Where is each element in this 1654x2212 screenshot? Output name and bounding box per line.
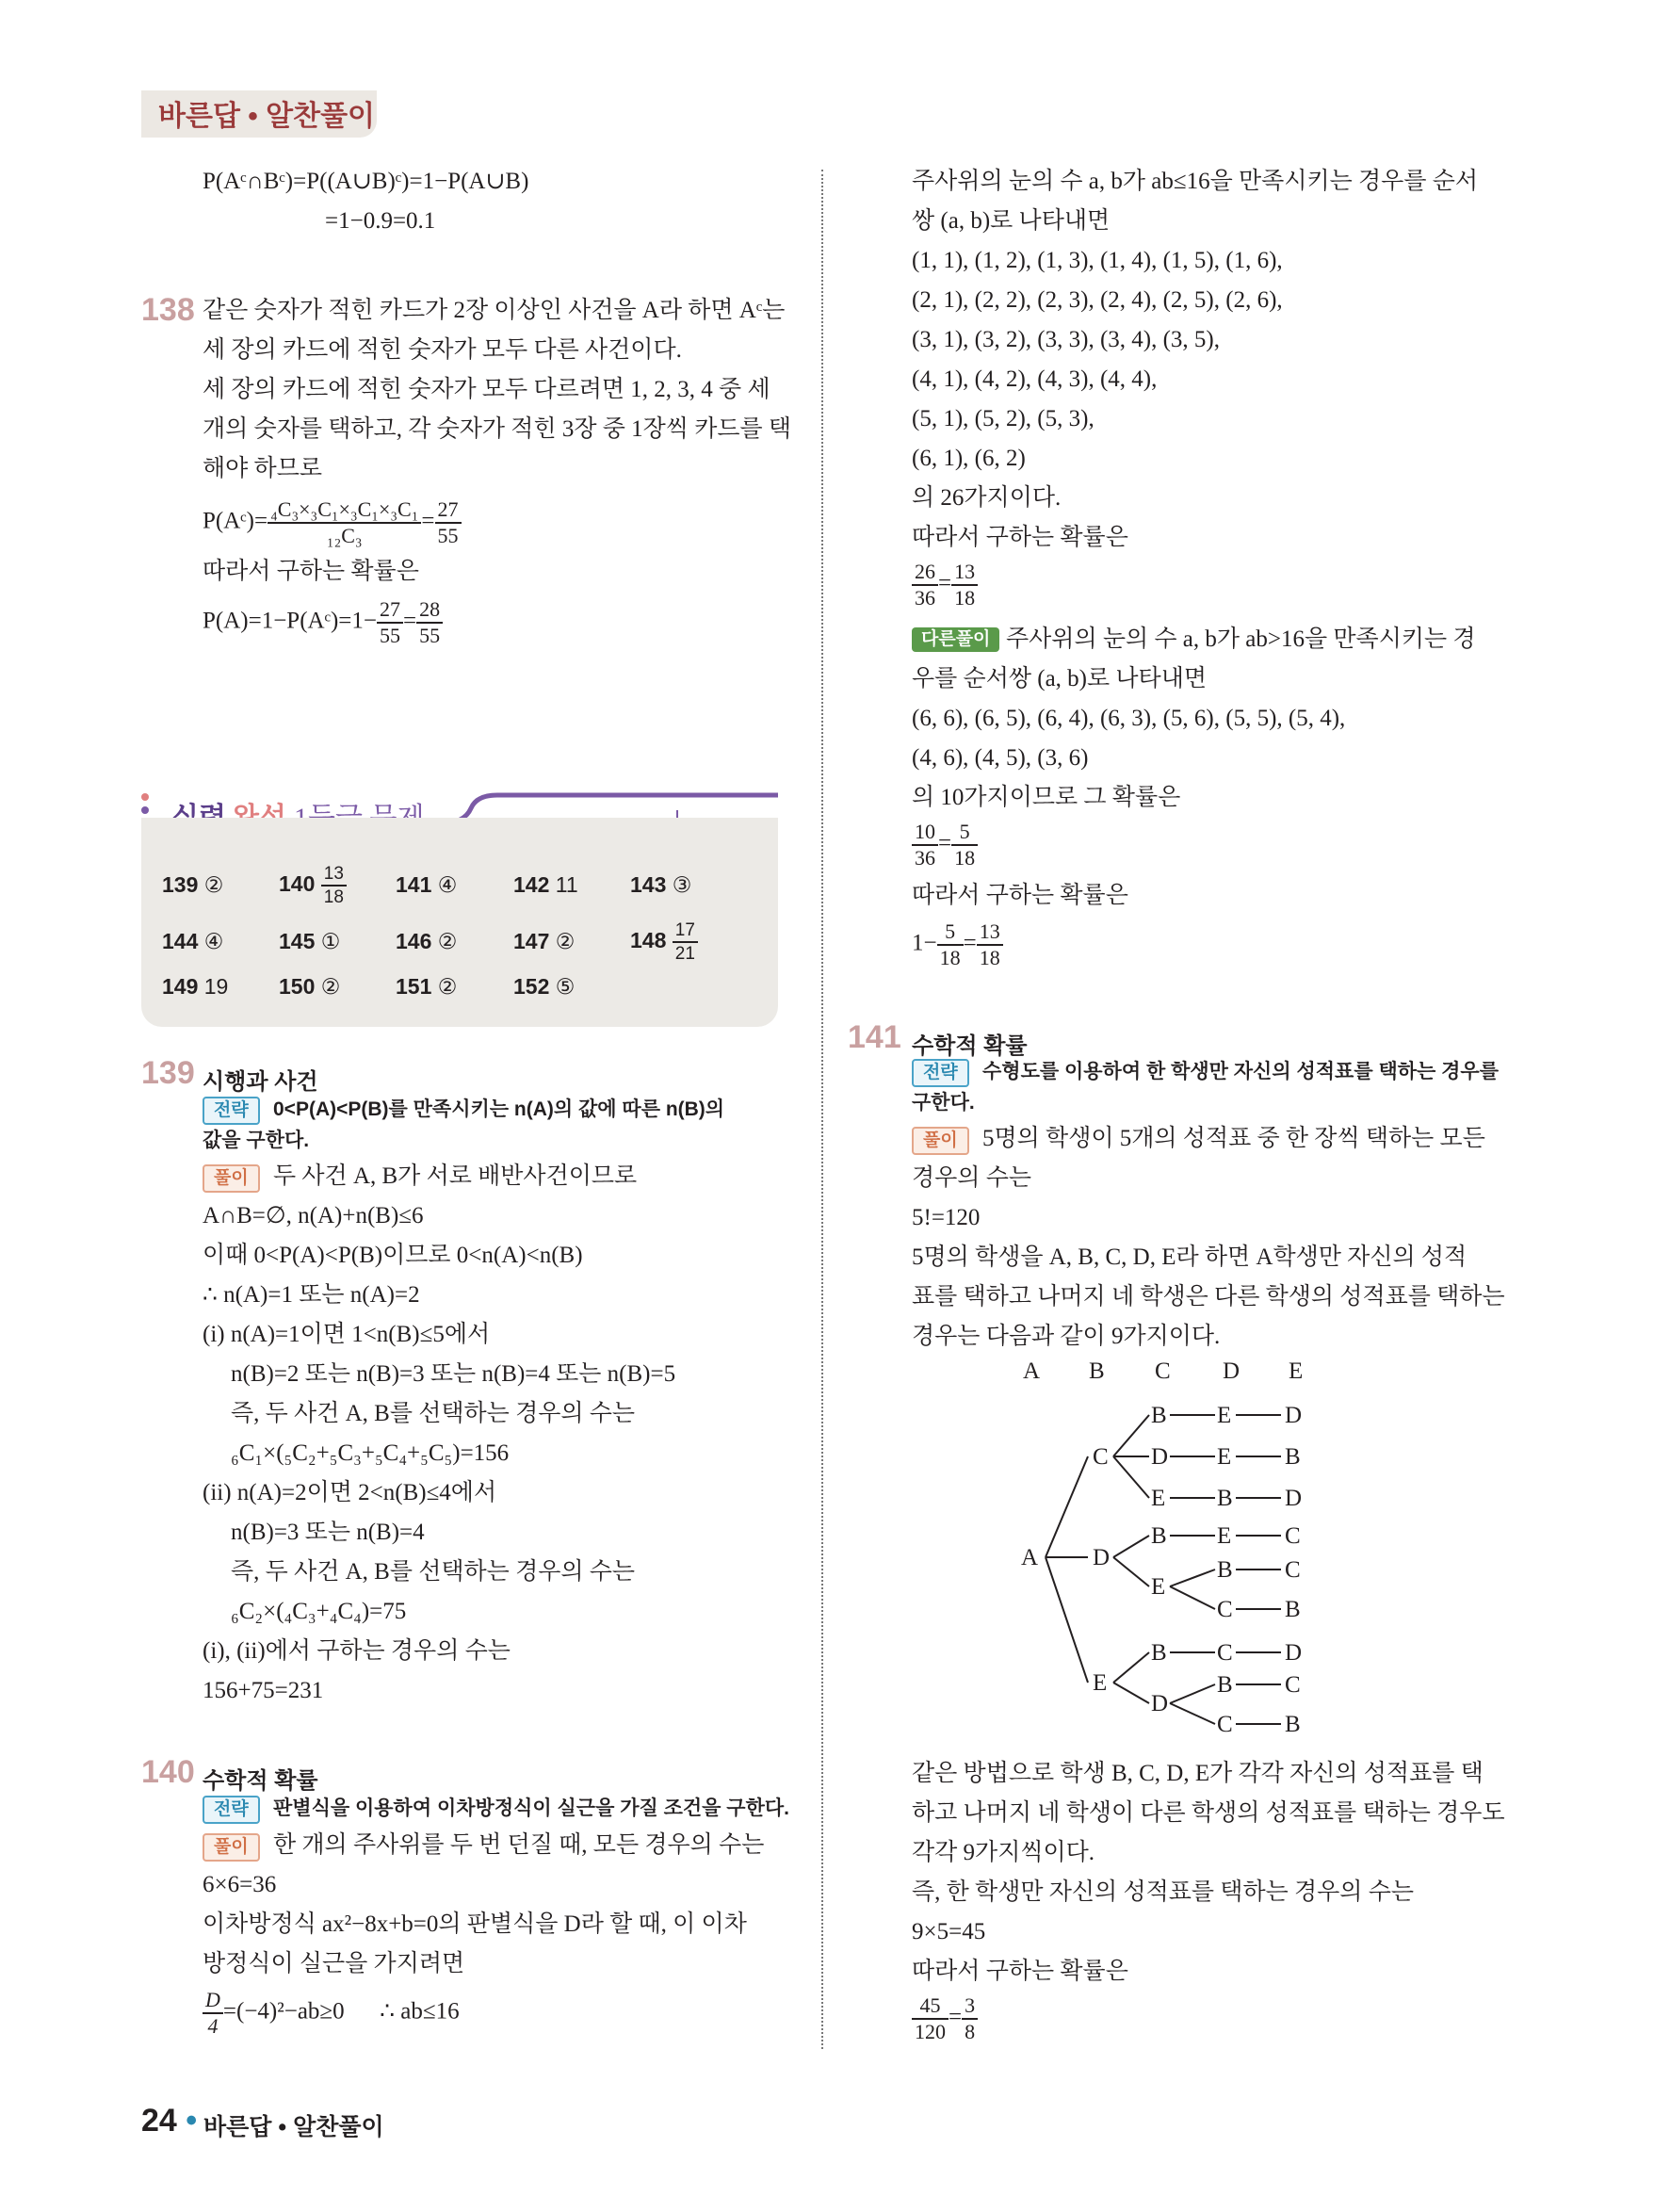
p141-line-6: 경우는 다음과 같이 9가지이다. bbox=[912, 1324, 1221, 1349]
p140-solution-tag: 풀이 bbox=[203, 1833, 260, 1862]
answer-145: 145 ① bbox=[279, 929, 341, 953]
svg-text:A: A bbox=[1021, 1545, 1039, 1570]
footer-title: 바른답 • 알찬풀이 bbox=[203, 2114, 384, 2140]
answer-146: 146 ② bbox=[396, 929, 458, 953]
svg-text:D: D bbox=[1151, 1691, 1169, 1716]
p139-title: 시행과 사건 bbox=[203, 1069, 318, 1095]
disc-numerator: D bbox=[203, 1990, 223, 2014]
p139-line-12: ₆C₂×(₄C₃+₄C₄)=75 bbox=[231, 1599, 407, 1624]
svg-text:E: E bbox=[1151, 1486, 1166, 1511]
svg-text:E: E bbox=[1217, 1444, 1232, 1470]
answer-141: 141 ④ bbox=[396, 872, 458, 897]
svg-text:B: B bbox=[1285, 1444, 1301, 1470]
p139-line-11: 즉, 두 사건 A, B를 선택하는 경우의 수는 bbox=[231, 1559, 636, 1585]
p138-line-1: 같은 숫자가 적힌 카드가 2장 이상인 사건을 A라 하면 Aᶜ는 bbox=[203, 298, 786, 323]
p140-right-line-7: (5, 1), (5, 2), (5, 3), bbox=[912, 406, 1095, 431]
answer-149: 149 19 bbox=[162, 974, 229, 999]
section-dot-2 bbox=[141, 806, 149, 814]
p140-alt-line-4: (4, 6), (4, 5), (3, 6) bbox=[912, 745, 1089, 771]
p141-strategy-1: 수형도를 이용하여 한 학생만 자신의 성적표를 택하는 경우를 bbox=[982, 1061, 1499, 1082]
p139-strategy-tag: 전략 bbox=[203, 1097, 260, 1125]
p141-after-1: 같은 방법으로 학생 B, C, D, E가 각각 자신의 성적표를 택 bbox=[912, 1761, 1484, 1786]
tree-header-e: E bbox=[1289, 1358, 1304, 1384]
disc-rhs: =(−4)²−ab≥0 bbox=[222, 1998, 345, 2025]
problem-number-139: 139 bbox=[141, 1055, 195, 1091]
svg-text:E: E bbox=[1217, 1523, 1232, 1549]
svg-text:C: C bbox=[1093, 1444, 1109, 1470]
svg-text:D: D bbox=[1285, 1640, 1303, 1666]
svg-text:B: B bbox=[1285, 1712, 1301, 1737]
p140-title: 수학적 확률 bbox=[203, 1768, 318, 1794]
p139-line-9: (ii) n(A)=2이면 2<n(B)≤4에서 bbox=[203, 1480, 497, 1505]
p140-result-3: 1− $\frac{5}{18}$ = $\frac{13}{18}$ bbox=[912, 921, 1003, 968]
disc-conclusion: ∴ ab≤16 bbox=[380, 1998, 460, 2025]
p138-line-4: 개의 숫자를 택하고, 각 숫자가 적힌 3장 중 1장씩 카드를 택 bbox=[203, 416, 792, 442]
p140-right-line-6: (4, 1), (4, 2), (4, 3), (4, 4), bbox=[912, 366, 1158, 392]
answer-152: 152 ⑤ bbox=[513, 974, 576, 999]
answer-144: 144 ④ bbox=[162, 929, 224, 953]
p138-line-3: 세 장의 카드에 적힌 숫자가 모두 다르려면 1, 2, 3, 4 중 세 bbox=[203, 377, 770, 402]
p141-after-4: 즉, 한 학생만 자신의 성적표를 택하는 경우의 수는 bbox=[912, 1879, 1415, 1905]
p141-after-5: 9×5=45 bbox=[912, 1919, 986, 1944]
pa-fraction-2 bbox=[416, 599, 443, 646]
p139-line-7: 즉, 두 사건 A, B를 선택하는 경우의 수는 bbox=[231, 1401, 636, 1426]
p141-strategy-tag: 전략 bbox=[912, 1059, 969, 1087]
p140-line-1: 한 개의 주사위를 두 번 던질 때, 모든 경우의 수는 bbox=[273, 1832, 765, 1858]
formula-result: =1−0.9=0.1 bbox=[325, 208, 436, 234]
p138-line-5: 해야 하므로 bbox=[203, 456, 323, 481]
p140-line-3: 이차방정식 ax²−8x+b=0의 판별식을 D라 할 때, 이 이차 bbox=[203, 1911, 747, 1937]
p139-line-13: (i), (ii)에서 구하는 경우의 수는 bbox=[203, 1638, 511, 1664]
svg-text:C: C bbox=[1285, 1672, 1301, 1698]
pa-denominator-1: 55 bbox=[380, 624, 401, 647]
p139-line-2: A∩B=∅, n(A)+n(B)≤6 bbox=[203, 1203, 424, 1228]
pa-fraction-1 bbox=[377, 599, 403, 646]
problem-number-141: 141 bbox=[848, 1019, 901, 1055]
p139-solution-tag: 풀이 bbox=[203, 1164, 260, 1193]
p140-result-1: $\frac{26}{36}$ = $\frac{13}{18}$ bbox=[912, 561, 978, 609]
p139-strategy-2: 값을 구한다. bbox=[203, 1130, 310, 1151]
answer-140: 140 $\frac{13}{18}$ bbox=[279, 865, 347, 906]
svg-text:E: E bbox=[1093, 1670, 1108, 1696]
svg-text:B: B bbox=[1217, 1486, 1233, 1511]
answer-151: 151 ② bbox=[396, 974, 458, 999]
svg-text:E: E bbox=[1151, 1574, 1166, 1600]
p138-pac-equation: P(Aᶜ)= $\frac{\text{₄C₃×₃C₁×₃C₁×₃C₁}}{\text{₁₂C₃}}$ = $\frac{27}{55}$ bbox=[203, 499, 462, 546]
answer-150: 150 ② bbox=[279, 974, 341, 999]
p139-line-10: n(B)=3 또는 n(B)=4 bbox=[231, 1520, 425, 1545]
tree-header-d: D bbox=[1223, 1358, 1240, 1384]
svg-text:D: D bbox=[1151, 1444, 1169, 1470]
p140-discriminant bbox=[203, 1990, 460, 2037]
p139-line-3: 이때 0<P(A)<P(B)이므로 0<n(A)<n(B) bbox=[203, 1243, 583, 1268]
tree-diagram bbox=[1017, 1392, 1319, 1750]
svg-text:B: B bbox=[1151, 1523, 1167, 1549]
page-number: 24 • bbox=[141, 2103, 198, 2139]
pac-lhs: P(Aᶜ)= bbox=[203, 508, 268, 534]
p140-strategy: 판별식을 이용하여 이차방정식이 실근을 가질 조건을 구한다. bbox=[273, 1797, 789, 1819]
p140-alt-tag: 다른풀이 bbox=[912, 627, 999, 652]
p140-right-line-8: (6, 1), (6, 2) bbox=[912, 446, 1026, 471]
p140-right-line-2: 쌍 (a, b)로 나타내면 bbox=[912, 208, 1111, 234]
tree-header-b: B bbox=[1089, 1358, 1105, 1384]
problem-number-140: 140 bbox=[141, 1754, 195, 1790]
svg-text:C: C bbox=[1285, 1557, 1301, 1583]
p141-strategy-2: 구한다. bbox=[912, 1092, 975, 1114]
svg-text:B: B bbox=[1217, 1672, 1233, 1698]
problem-number-138: 138 bbox=[141, 292, 195, 328]
p140-right-line-9: 의 26가지이다. bbox=[912, 485, 1062, 511]
svg-text:B: B bbox=[1285, 1597, 1301, 1622]
svg-text:C: C bbox=[1217, 1640, 1233, 1666]
svg-text:C: C bbox=[1217, 1712, 1233, 1737]
pac-result-numerator: 27 bbox=[435, 499, 462, 524]
pa-lhs: P(A)=1−P(Aᶜ)=1− bbox=[203, 608, 378, 634]
p140-right-line-5: (3, 1), (3, 2), (3, 3), (3, 4), (3, 5), bbox=[912, 327, 1221, 352]
answer-148: 148 $\frac{17}{21}$ bbox=[630, 921, 698, 963]
formula-complement: P(Aᶜ∩Bᶜ)=P((A∪B)ᶜ)=1−P(A∪B) bbox=[203, 169, 529, 194]
p140-alt-line-1: 주사위의 눈의 수 a, b가 ab>16을 만족시키는 경 bbox=[1006, 626, 1476, 652]
pac-fraction bbox=[268, 499, 421, 546]
pac-result-denominator: 55 bbox=[437, 524, 459, 547]
p141-line-5: 표를 택하고 나머지 네 학생은 다른 학생의 성적표를 택하는 bbox=[912, 1284, 1505, 1309]
p140-alt-line-5: 의 10가지이므로 그 확률은 bbox=[912, 785, 1181, 810]
p141-result: $\frac{45}{120}$ = $\frac{3}{8}$ bbox=[912, 1995, 978, 2042]
p140-right-line-1: 주사위의 눈의 수 a, b가 ab≤16을 만족시키는 경우를 순서 bbox=[912, 169, 1479, 194]
p141-after-3: 각각 9가지씩이다. bbox=[912, 1840, 1095, 1865]
column-divider bbox=[821, 170, 823, 2049]
svg-text:E: E bbox=[1217, 1403, 1232, 1428]
p140-right-line-10: 따라서 구하는 확률은 bbox=[912, 525, 1128, 550]
p140-right-line-3: (1, 1), (1, 2), (1, 3), (1, 4), (1, 5), (1, 6), bbox=[912, 248, 1283, 273]
svg-text:C: C bbox=[1285, 1523, 1301, 1549]
pac-denominator: ₁₂C₃ bbox=[326, 524, 363, 547]
p138-pa-equation: P(A)=1−P(Aᶜ)=1− $\frac{27}{55}$ = $\frac{28}{55}$ bbox=[203, 599, 443, 646]
p139-line-8: ₆C₁×(₅C₂+₅C₃+₅C₄+₅C₅)=156 bbox=[231, 1440, 510, 1466]
section-dot-1 bbox=[141, 793, 149, 801]
svg-text:C: C bbox=[1217, 1597, 1233, 1622]
p140-alt-line-3: (6, 6), (6, 5), (6, 4), (6, 3), (5, 6), (5, 5), (5, 4), bbox=[912, 706, 1346, 731]
svg-text:D: D bbox=[1285, 1403, 1303, 1428]
p140-therefore: 따라서 구하는 확률은 bbox=[912, 883, 1128, 908]
p141-line-1: 5명의 학생이 5개의 성적표 중 한 장씩 택하는 모든 bbox=[982, 1126, 1485, 1151]
svg-text:B: B bbox=[1151, 1403, 1167, 1428]
pa-numerator-1: 27 bbox=[377, 599, 403, 624]
p141-solution-tag: 풀이 bbox=[912, 1127, 969, 1155]
p138-line-2: 세 장의 카드에 적힌 숫자가 모두 다른 사건이다. bbox=[203, 337, 682, 363]
svg-text:D: D bbox=[1093, 1545, 1111, 1570]
p140-line-4: 방정식이 실근을 가지려면 bbox=[203, 1951, 465, 1976]
svg-text:B: B bbox=[1151, 1640, 1167, 1666]
p139-strategy-1: 0<P(A)<P(B)를 만족시키는 n(A)의 값에 따른 n(B)의 bbox=[273, 1098, 725, 1120]
pa-denominator-2: 55 bbox=[419, 624, 441, 647]
p141-line-3: 5!=120 bbox=[912, 1205, 981, 1230]
header-title: 바른답 • 알찬풀이 bbox=[158, 101, 376, 132]
answer-147: 147 ② bbox=[513, 929, 576, 953]
p140-line-2: 6×6=36 bbox=[203, 1872, 277, 1897]
p140-strategy-tag: 전략 bbox=[203, 1796, 260, 1824]
pac-numerator: ₄C₃×₃C₁×₃C₁×₃C₁ bbox=[268, 499, 421, 524]
answer-139: 139 ② bbox=[162, 872, 224, 897]
tree-header-c: C bbox=[1155, 1358, 1171, 1384]
disc-fraction bbox=[203, 1990, 223, 2037]
p139-line-5: (i) n(A)=1이면 1<n(B)≤5에서 bbox=[203, 1322, 491, 1347]
p140-right-line-4: (2, 1), (2, 2), (2, 3), (2, 4), (2, 5), (2, 6), bbox=[912, 287, 1283, 313]
p141-after-6: 따라서 구하는 확률은 bbox=[912, 1959, 1128, 1984]
disc-denominator: 4 bbox=[207, 2014, 219, 2038]
p138-therefore: 따라서 구하는 확률은 bbox=[203, 559, 419, 584]
svg-text:B: B bbox=[1217, 1557, 1233, 1583]
answer-142: 142 11 bbox=[513, 872, 578, 897]
p139-line-14: 156+75=231 bbox=[203, 1678, 324, 1703]
p140-alt-line-2: 우를 순서쌍 (a, b)로 나타내면 bbox=[912, 666, 1207, 691]
pa-numerator-2: 28 bbox=[416, 599, 443, 624]
p139-line-1: 두 사건 A, B가 서로 배반사건이므로 bbox=[273, 1163, 638, 1189]
svg-text:D: D bbox=[1285, 1486, 1303, 1511]
p141-line-4: 5명의 학생을 A, B, C, D, E라 하면 A학생만 자신의 성적 bbox=[912, 1244, 1468, 1270]
p139-line-4: ∴ n(A)=1 또는 n(A)=2 bbox=[203, 1282, 420, 1308]
p141-after-2: 하고 나머지 네 학생이 다른 학생의 성적표를 택하는 경우도 bbox=[912, 1800, 1505, 1826]
p141-line-2: 경우의 수는 bbox=[912, 1165, 1032, 1191]
p141-title: 수학적 확률 bbox=[912, 1033, 1028, 1059]
p139-line-6: n(B)=2 또는 n(B)=3 또는 n(B)=4 또는 n(B)=5 bbox=[231, 1361, 676, 1387]
pac-result-fraction bbox=[435, 499, 462, 546]
p140-result-2: $\frac{10}{36}$ = $\frac{5}{18}$ bbox=[912, 821, 978, 869]
tree-header-a: A bbox=[1023, 1358, 1041, 1384]
answer-143: 143 ③ bbox=[630, 872, 692, 897]
